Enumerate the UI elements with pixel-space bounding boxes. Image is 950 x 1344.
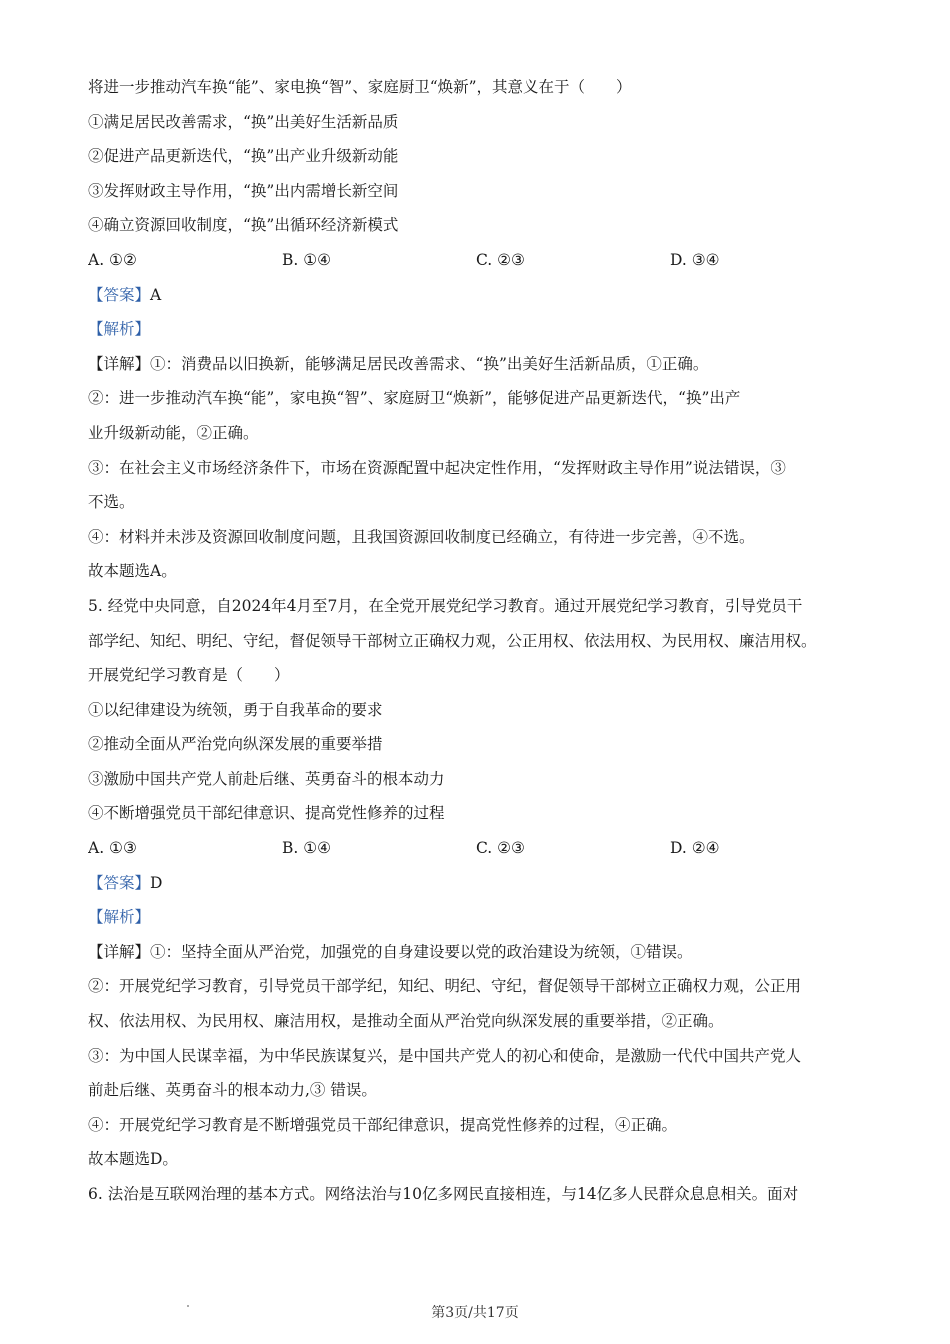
q5-item-4: ④不断增强党员干部纪律意识、提高党性修养的过程 <box>88 804 445 823</box>
q5-stem-3: 开展党纪学习教育是（ ） <box>88 666 290 685</box>
q6-stem-1: 6. 法治是互联网治理的基本方式。网络法治与10亿多网民直接相连，与14亿多人民群众息息相关。面对 <box>88 1185 799 1203</box>
q5-options <box>88 831 878 866</box>
q4-option-d: D. ③④ <box>670 250 720 269</box>
q5-answer <box>88 866 878 901</box>
q4-option-c: C. ②③ <box>476 250 525 269</box>
q5-stem-2: 部学纪、知纪、明纪、守纪，督促领导干部树立正确权力观，公正用权、依法用权、为民用权、廉洁用权。 <box>88 631 817 650</box>
q5-analysis <box>88 900 878 935</box>
q4-conclusion: 故本题选A。 <box>88 562 177 581</box>
q4-answer-tag: 【答案】 <box>88 285 151 304</box>
q4-item-1: ①满足居民改善需求，“换”出美好生活新品质 <box>88 112 399 131</box>
q5-option-a: A. ①③ <box>88 839 137 858</box>
q4-detail-5: 不选。 <box>88 493 135 512</box>
q4-analysis-tag: 【解析】 <box>88 320 151 339</box>
q4-option-a: A. ①② <box>88 250 137 269</box>
q5-answer-value: D <box>150 873 163 892</box>
q5-detail-3: 权、依法用权、为民用权、廉洁用权，是推动全面从严治党向纵深发展的重要举措，②正确。 <box>88 1012 724 1031</box>
q5-detail-1 <box>88 935 878 970</box>
q4-detail-3: 业升级新动能，②正确。 <box>88 423 259 442</box>
q4-detail-1 <box>88 347 878 382</box>
q5-detail-6: ④：开展党纪学习教育是不断增强党员干部纪律意识，提高党性修养的过程，④正确。 <box>88 1115 678 1134</box>
q4-detail-text: ①：消费品以旧换新，能够满足居民改善需求、“换”出美好生活新品质，①正确。 <box>150 354 709 373</box>
q5-option-d: D. ②④ <box>670 839 720 858</box>
document-page <box>88 70 878 1212</box>
q5-item-2: ②推动全面从严治党向纵深发展的重要举措 <box>88 735 383 754</box>
q4-answer <box>88 278 878 313</box>
q4-item-4: ④确立资源回收制度，“换”出循环经济新模式 <box>88 216 399 235</box>
q4-answer-value: A <box>150 285 162 304</box>
q4-options <box>88 243 878 278</box>
q5-detail-tag: 【详解】 <box>88 942 151 961</box>
q5-detail-4: ③：为中国人民谋幸福，为中华民族谋复兴，是中国共产党人的初心和使命，是激励一代代中国共产党人 <box>88 1046 802 1065</box>
q4-analysis <box>88 312 878 347</box>
q5-stem-1: 5. 经党中央同意，自2024年4月至7月，在全党开展党纪学习教育。通过开展党纪学习教育，引导党员干 <box>88 596 803 615</box>
q4-item-3: ③发挥财政主导作用，“换”出内需增长新空间 <box>88 181 399 200</box>
q4-stem: 将进一步推动汽车换“能”、家电换“智”、家庭厨卫“焕新”，其意义在于（ ） <box>88 78 632 96</box>
q4-detail-6: ④：材料并未涉及资源回收制度问题，且我国资源回收制度已经确立，有待进一步完善，④不选。 <box>88 527 755 546</box>
q5-item-3: ③激励中国共产党人前赴后继、英勇奋斗的根本动力 <box>88 769 445 788</box>
q5-detail-5: 前赴后继、英勇奋斗的根本动力,③ 错误。 <box>88 1081 377 1100</box>
q4-detail-tag: 【详解】 <box>88 354 151 373</box>
q4-detail-2: ②：进一步推动汽车换“能”，家电换“智”、家庭厨卫“焕新”，能够促进产品更新迭代，“换”出产 <box>88 389 741 408</box>
q5-answer-tag: 【答案】 <box>88 873 151 892</box>
q5-detail-text: ①：坚持全面从严治党，加强党的自身建设要以党的政治建设为统领，①错误。 <box>150 942 693 961</box>
q5-item-1: ①以纪律建设为统领，勇于自我革命的要求 <box>88 700 383 719</box>
q5-detail-2: ②：开展党纪学习教育，引导党员干部学纪，知纪、明纪、守纪，督促领导干部树立正确权力观，公正用 <box>88 977 802 996</box>
q5-option-b: B. ①④ <box>282 839 332 858</box>
q4-detail-4: ③：在社会主义市场经济条件下，市场在资源配置中起决定性作用，“发挥财政主导作用”说法错误，③ <box>88 458 786 477</box>
q5-option-c: C. ②③ <box>476 839 525 858</box>
q4-item-2: ②促进产品更新迭代，“换”出产业升级新动能 <box>88 147 399 166</box>
q5-analysis-tag: 【解析】 <box>88 908 151 927</box>
page-footer: 第3页/共17页 <box>431 1305 519 1321</box>
q5-conclusion: 故本题选D。 <box>88 1150 178 1169</box>
q4-option-b: B. ①④ <box>282 250 332 269</box>
